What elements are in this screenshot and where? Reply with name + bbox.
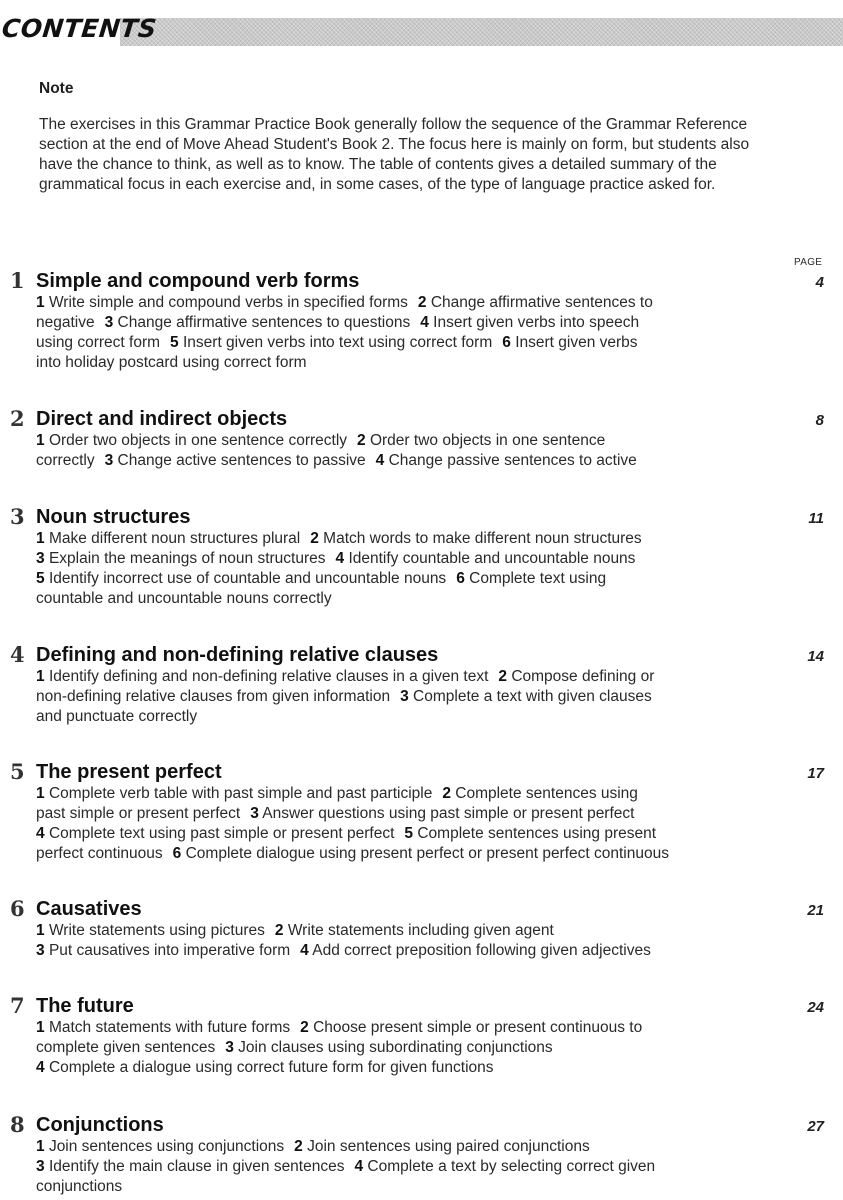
exercise-description: non-defining relative clauses from given information: [36, 688, 391, 705]
exercise-description: into holiday postcard using correct form: [36, 354, 307, 371]
unit-number: 5: [10, 759, 25, 784]
exercise-description: Complete a text by selecting correct given: [367, 1158, 656, 1175]
exercise-description: correctly: [36, 452, 95, 469]
exercise-line: [36, 293, 796, 313]
exercise-line: [36, 844, 796, 864]
exercise-line: [36, 1058, 796, 1078]
exercise-description: Complete a dialogue using correct future form for given functions: [48, 1059, 494, 1076]
exercise-description: Make different noun structures plural: [48, 530, 301, 547]
unit-exercise-list: [36, 667, 796, 727]
exercise-line: [36, 804, 796, 824]
exercise-description: Write simple and compound verbs in specified forms: [48, 294, 408, 311]
exercise-line: [36, 1018, 796, 1038]
exercise-number: 4: [354, 1158, 364, 1175]
exercise-number: 3: [104, 314, 114, 331]
exercise-line: [36, 451, 796, 471]
exercise-description: Change active sentences to passive: [117, 452, 366, 469]
exercise-number: 3: [104, 452, 114, 469]
exercise-line: [36, 1157, 796, 1177]
exercise-number: 4: [420, 314, 429, 331]
exercise-number: 6: [172, 845, 182, 862]
exercise-line: [36, 1137, 796, 1157]
unit-page-number: 24: [807, 999, 824, 1016]
exercise-number: 2: [274, 922, 284, 939]
unit-title: The future: [36, 995, 134, 1017]
exercise-line: [36, 687, 796, 707]
exercise-description: Complete sentences using present: [417, 825, 657, 842]
unit-exercise-list: [36, 1018, 796, 1078]
exercise-description: Choose present simple or present continuous to: [313, 1019, 643, 1036]
exercise-line: [36, 529, 796, 549]
exercise-description: Change passive sentences to active: [388, 452, 637, 469]
exercise-description: Identify defining and non-defining relative clauses in a given text: [48, 668, 489, 685]
unit-number: 8: [10, 1112, 25, 1137]
unit-title: Defining and non-defining relative clauses: [36, 644, 439, 666]
exercise-number: 1: [36, 294, 45, 311]
exercise-number: 2: [310, 530, 319, 547]
exercise-number: 3: [225, 1039, 234, 1056]
exercise-description: Add correct preposition following given adjectives: [312, 942, 651, 959]
exercise-description: Complete sentences using: [455, 785, 638, 802]
exercise-line: [36, 707, 796, 727]
exercise-line: [36, 333, 796, 353]
exercise-line: [36, 549, 796, 569]
unit-number: 7: [10, 993, 25, 1018]
unit-title: Noun structures: [36, 506, 191, 528]
exercise-description: and punctuate correctly: [36, 708, 198, 725]
exercise-number: 2: [498, 668, 508, 685]
unit-number: 2: [10, 406, 25, 431]
exercise-description: Order two objects in one sentence: [369, 432, 606, 449]
exercise-description: Explain the meanings of noun structures: [48, 550, 326, 567]
exercise-line: [36, 921, 796, 941]
unit-title: Causatives: [36, 898, 142, 920]
exercise-number: 2: [300, 1019, 309, 1036]
exercise-number: 6: [502, 334, 511, 351]
exercise-line: [36, 941, 796, 961]
exercise-description: Match words to make different noun structures: [323, 530, 642, 547]
exercise-number: 2: [417, 294, 427, 311]
exercise-description: Insert given verbs into speech: [433, 314, 640, 331]
exercise-description: complete given sentences: [36, 1039, 216, 1056]
exercise-description: Match statements with future forms: [48, 1019, 291, 1036]
exercise-number: 1: [36, 922, 45, 939]
exercise-number: 3: [36, 942, 45, 959]
unit-number: 4: [10, 642, 25, 667]
note-paragraph: The exercises in this Grammar Practice Book generally follow the sequence of the Grammar Reference section at the end of Move Ahead Student's Book 2. The focus here is mainly on form, but students also have the chance to think, as well as to know. The table of contents gives a detailed summary of the grammatical focus in each exercise and, in some cases, of the type of language practice asked for.: [39, 116, 750, 193]
exercise-number: 1: [36, 668, 45, 685]
note-heading: Note: [39, 80, 74, 97]
unit-page-number: 4: [815, 274, 824, 291]
exercise-number: 3: [36, 1158, 45, 1175]
unit-page-number: 27: [807, 1118, 824, 1135]
exercise-line: [36, 667, 796, 687]
unit-title: Simple and compound verb forms: [36, 270, 360, 292]
exercise-number: 2: [357, 432, 366, 449]
exercise-description: Complete text using: [469, 570, 607, 587]
exercise-line: [36, 824, 796, 844]
exercise-description: Insert given verbs into text using correct form: [182, 334, 493, 351]
exercise-description: negative: [36, 314, 95, 331]
unit-exercise-list: [36, 784, 796, 864]
unit-exercise-list: [36, 431, 796, 471]
exercise-description: past simple or present perfect: [36, 805, 241, 822]
exercise-line: [36, 569, 796, 589]
exercise-number: 3: [36, 550, 45, 567]
exercise-line: [36, 589, 796, 609]
exercise-description: Join sentences using paired conjunctions: [307, 1138, 590, 1155]
exercise-number: 2: [294, 1138, 303, 1155]
exercise-description: Complete verb table with past simple and past participle: [48, 785, 433, 802]
exercise-number: 4: [300, 942, 309, 959]
exercise-description: Answer questions using past simple or present perfect: [262, 805, 635, 822]
exercise-number: 1: [36, 1019, 45, 1036]
exercise-description: Compose defining or: [511, 668, 655, 685]
unit-exercise-list: [36, 529, 796, 609]
exercise-number: 1: [36, 530, 45, 547]
unit-page-number: 11: [808, 510, 824, 527]
exercise-number: 2: [442, 785, 451, 802]
page-title: CONTENTS: [0, 14, 159, 43]
header-texture-band: [120, 18, 843, 46]
unit-page-number: 8: [815, 412, 824, 429]
exercise-number: 5: [36, 570, 45, 587]
exercise-line: [36, 1177, 796, 1197]
exercise-number: 4: [36, 1059, 45, 1076]
exercise-description: Change affirmative sentences to questions: [117, 314, 411, 331]
exercise-description: Order two objects in one sentence correctly: [48, 432, 348, 449]
unit-number: 1: [10, 268, 25, 293]
exercise-number: 6: [456, 570, 465, 587]
unit-exercise-list: [36, 293, 796, 373]
exercise-line: [36, 353, 796, 373]
exercise-description: Change affirmative sentences to: [430, 294, 653, 311]
exercise-description: Complete dialogue using present perfect or present perfect continuous: [185, 845, 669, 862]
exercise-description: Identify countable and uncountable nouns: [348, 550, 636, 567]
unit-exercise-list: [36, 1137, 796, 1197]
exercise-description: Complete a text with given clauses: [413, 688, 652, 705]
unit-page-number: 21: [807, 902, 824, 919]
exercise-line: [36, 1038, 796, 1058]
exercise-number: 4: [335, 550, 345, 567]
unit-title: The present perfect: [36, 761, 222, 783]
unit-exercise-list: [36, 921, 796, 961]
exercise-description: Join sentences using conjunctions: [48, 1138, 285, 1155]
exercise-number: 1: [36, 432, 45, 449]
exercise-description: Put causatives into imperative form: [48, 942, 291, 959]
unit-number: 6: [10, 896, 25, 921]
exercise-number: 4: [375, 452, 385, 469]
exercise-description: Write statements including given agent: [287, 922, 554, 939]
exercise-line: [36, 431, 796, 451]
exercise-description: Identify incorrect use of countable and uncountable nouns: [48, 570, 447, 587]
exercise-line: [36, 313, 796, 333]
exercise-number: 1: [36, 1138, 45, 1155]
exercise-number: 4: [36, 825, 45, 842]
exercise-description: using correct form: [36, 334, 161, 351]
exercise-description: Write statements using pictures: [48, 922, 265, 939]
exercise-number: 1: [36, 785, 45, 802]
exercise-description: Complete text using past simple or present perfect: [48, 825, 395, 842]
unit-number: 3: [10, 504, 25, 529]
unit-page-number: 17: [807, 765, 824, 782]
unit-page-number: 14: [807, 648, 824, 665]
exercise-number: 3: [250, 805, 259, 822]
page-column-label: PAGE: [794, 257, 823, 268]
exercise-description: Insert given verbs: [515, 334, 638, 351]
exercise-line: [36, 784, 796, 804]
unit-title: Direct and indirect objects: [36, 408, 288, 430]
contents-header: [0, 14, 843, 50]
exercise-number: 3: [400, 688, 409, 705]
exercise-description: perfect continuous: [36, 845, 163, 862]
exercise-description: Join clauses using subordinating conjunctions: [238, 1039, 553, 1056]
unit-title: Conjunctions: [36, 1114, 164, 1136]
exercise-number: 5: [404, 825, 414, 842]
exercise-description: Identify the main clause in given sentences: [48, 1158, 345, 1175]
exercise-description: conjunctions: [36, 1178, 123, 1195]
exercise-number: 5: [170, 334, 179, 351]
exercise-description: countable and uncountable nouns correctly: [36, 590, 332, 607]
